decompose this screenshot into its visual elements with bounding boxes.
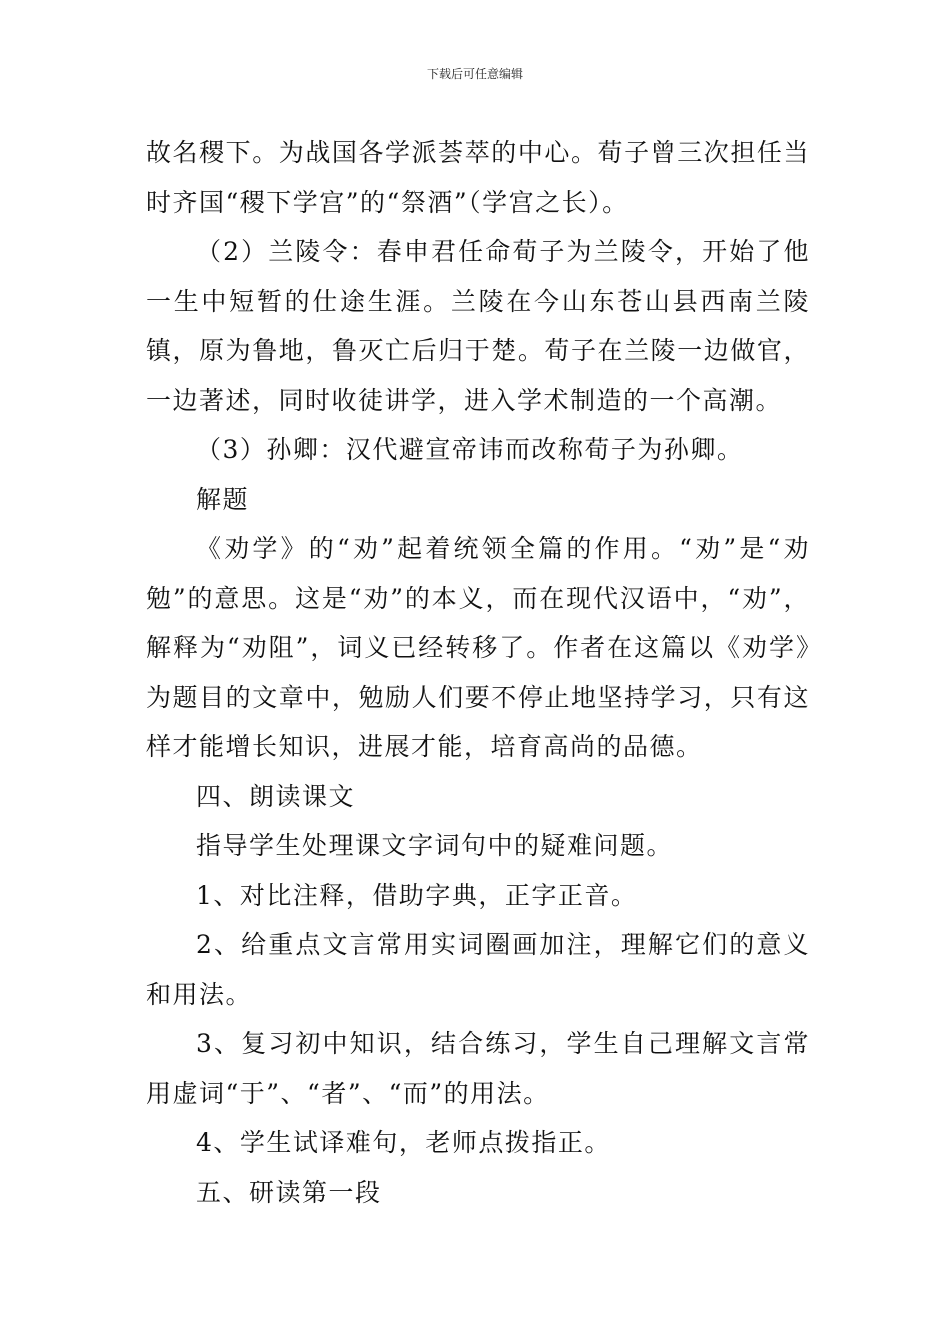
section-heading: 解题 xyxy=(196,484,250,514)
document-body xyxy=(146,128,810,1217)
list-item: 1、对比注释，借助字典，正字正音。 xyxy=(196,880,638,910)
paragraph: （3）孙卿：汉代避宣帝讳而改称荀子为孙卿。 xyxy=(196,435,744,464)
paragraph: 《劝学》的“劝”起着统领全篇的作用。“劝”是“劝勉”的意思。这是“劝”的本义，而在现代汉语中，“劝”，解释为“劝阻”，词义已经转移了。作者在这篇以《劝学》为题目的文章中，勉励人们要不停止地坚持学习，只有这样才能增长知识，进展才能，培育高尚的品德。 xyxy=(146,534,810,761)
paragraph: 故名稷下。为战国各学派荟萃的中心。荀子曾三次担任当时齐国“稷下学宫”的“祭酒”（学宫之长）。 xyxy=(146,138,810,217)
paragraph: 指导学生处理课文字词句中的疑难问题。 xyxy=(196,831,674,860)
list-item: 3、复习初中知识，结合练习，学生自己理解文言常用虚词“于”、“者”、“而”的用法。 xyxy=(146,1029,810,1108)
page-header: 下载后可任意编辑 xyxy=(426,67,523,81)
list-item: 2、给重点文言常用实词圈画加注，理解它们的意义和用法。 xyxy=(146,930,810,1009)
paragraph: （2）兰陵令：春申君任命荀子为兰陵令，开始了他一生中短暂的仕途生涯。兰陵在今山东苍山县西南兰陵镇，原为鲁地，鲁灭亡后归于楚。荀子在兰陵一边做官，一边著述，同时收徒讲学，进入学术制造的一个高潮。 xyxy=(146,237,810,415)
list-item: 4、学生试译难句，老师点拨指正。 xyxy=(196,1128,611,1157)
section-heading: 五、研读第一段 xyxy=(196,1177,382,1207)
section-heading: 四、朗读课文 xyxy=(196,781,356,811)
